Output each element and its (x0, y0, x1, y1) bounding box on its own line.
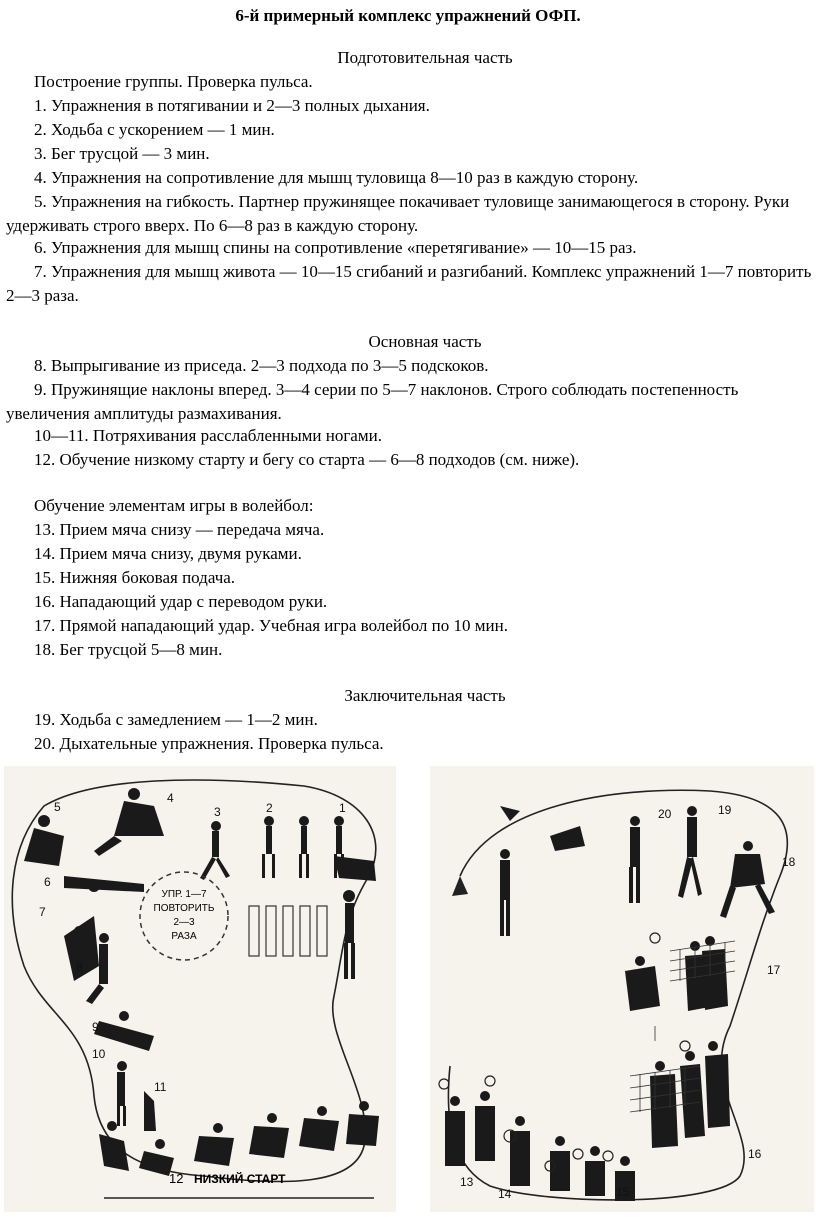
figure-left-number-12: 12 (169, 1171, 184, 1186)
figure-left-number-4: 4 (167, 791, 174, 805)
prep-item-6: 6. Упражнения для мышц спины на сопротивление «перетягивание» — 10—15 раз. (34, 238, 637, 257)
figure-left-number-8: 8 (76, 960, 83, 974)
figure-left-number-7: 7 (39, 905, 46, 919)
figure-left-number-5: 5 (54, 800, 61, 814)
repeat-circle (140, 872, 228, 960)
figure-left-number-6: 6 (44, 875, 51, 889)
figure-left-number-2: 2 (266, 801, 273, 815)
repeat-label-2: ПОВТОРИТЬ (153, 903, 215, 914)
figure-right-number-17: 17 (767, 963, 781, 977)
figure-left-number-1: 1 (339, 801, 346, 815)
prep-item-7: 7. Упражнения для мышц живота — 10—15 сгибаний и разгибаний. Комплекс упражнений 1—7 повторить 2—3 раза. (6, 262, 812, 305)
volleyball-item-16: 16. Нападающий удар с переводом руки. (34, 592, 328, 611)
illustration-volleyball-svg (430, 766, 814, 1212)
figure-left-number-9: 9 (92, 1020, 99, 1034)
prep-intro: Построение группы. Проверка пульса. (34, 72, 313, 91)
prep-item-2: 2. Ходьба с ускорением — 1 мин. (34, 120, 275, 139)
section-heading-prep: Подготовительная часть (337, 48, 513, 67)
volleyball-outline (448, 790, 787, 1200)
volleyball-item-17: 17. Прямой нападающий удар. Учебная игра волейбол по 10 мин. (34, 616, 508, 635)
prep-item-1: 1. Упражнения в потягивании и 2—3 полных дыхания. (34, 96, 430, 115)
final-item-19: 19. Ходьба с замедлением — 1—2 мин. (34, 710, 318, 729)
figure-left-number-11: 11 (154, 1080, 167, 1094)
main-item-12: 12. Обучение низкому старту и бегу со старта — 6—8 подходов (см. ниже). (34, 450, 580, 469)
section-heading-main: Основная часть (368, 332, 482, 351)
figure-right-number-15: 15 (616, 1185, 630, 1199)
illustration-warmup-svg (4, 766, 396, 1212)
outline-arrow-icon (452, 876, 468, 896)
illustration-volleyball (430, 766, 814, 1212)
figure-right-number-19: 19 (718, 803, 732, 817)
volleyball-item-14: 14. Прием мяча снизу, двумя руками. (34, 544, 302, 563)
figure-left-number-3: 3 (214, 805, 221, 819)
figure-right-number-16: 16 (748, 1147, 762, 1161)
section-heading-final: Заключительная часть (344, 686, 506, 705)
figure-left-number-10: 10 (92, 1047, 106, 1061)
figure-right-number-13: 13 (460, 1175, 474, 1189)
volleyball-item-13: 13. Прием мяча снизу — передача мяча. (34, 520, 325, 539)
low-start-caption: НИЗКИЙ СТАРТ (194, 1172, 286, 1186)
warmup-figures (24, 788, 379, 1176)
prep-item-3: 3. Бег трусцой — 3 мин. (34, 144, 210, 163)
prep-item-5: 5. Упражнения на гибкость. Партнер пружинящее покачивает туловище занимающегося в сторону. Руки удерживать строго вверх. По 6—8 раз в каждую сторону. (6, 192, 790, 235)
repeat-label-1: УПР. 1—7 (161, 889, 207, 900)
volleyball-item-18: 18. Бег трусцой 5—8 мин. (34, 640, 223, 659)
volleyball-figures (445, 806, 775, 1201)
volleyball-item-15: 15. Нижняя боковая подача. (34, 568, 236, 587)
repeat-label-3: 2—3 (173, 917, 195, 928)
main-item-9: 9. Пружинящие наклоны вперед. 3—4 серии по 5—7 наклонов. Строго соблюдать постепенность увеличения амплитуды размахивания. (6, 380, 739, 423)
figure-right-number-18: 18 (782, 855, 796, 869)
volleyball-intro: Обучение элементам игры в волейбол: (34, 496, 314, 515)
repeat-label-4: РАЗА (171, 931, 197, 942)
main-item-10-11: 10—11. Потряхивания расслабленными ногами. (34, 426, 382, 445)
document-title: 6-й примерный комплекс упражнений ОФП. (235, 6, 581, 25)
figure-right-number-14: 14 (498, 1187, 512, 1201)
main-item-8: 8. Выпрыгивание из приседа. 2—3 подхода по 3—5 подскоков. (34, 356, 489, 375)
prep-item-4: 4. Упражнения на сопротивление для мышц туловища 8—10 раз в каждую сторону. (34, 168, 639, 187)
figure-right-number-20: 20 (658, 807, 672, 821)
final-item-20: 20. Дыхательные упражнения. Проверка пульса. (34, 734, 384, 753)
illustration-warmup (4, 766, 396, 1212)
